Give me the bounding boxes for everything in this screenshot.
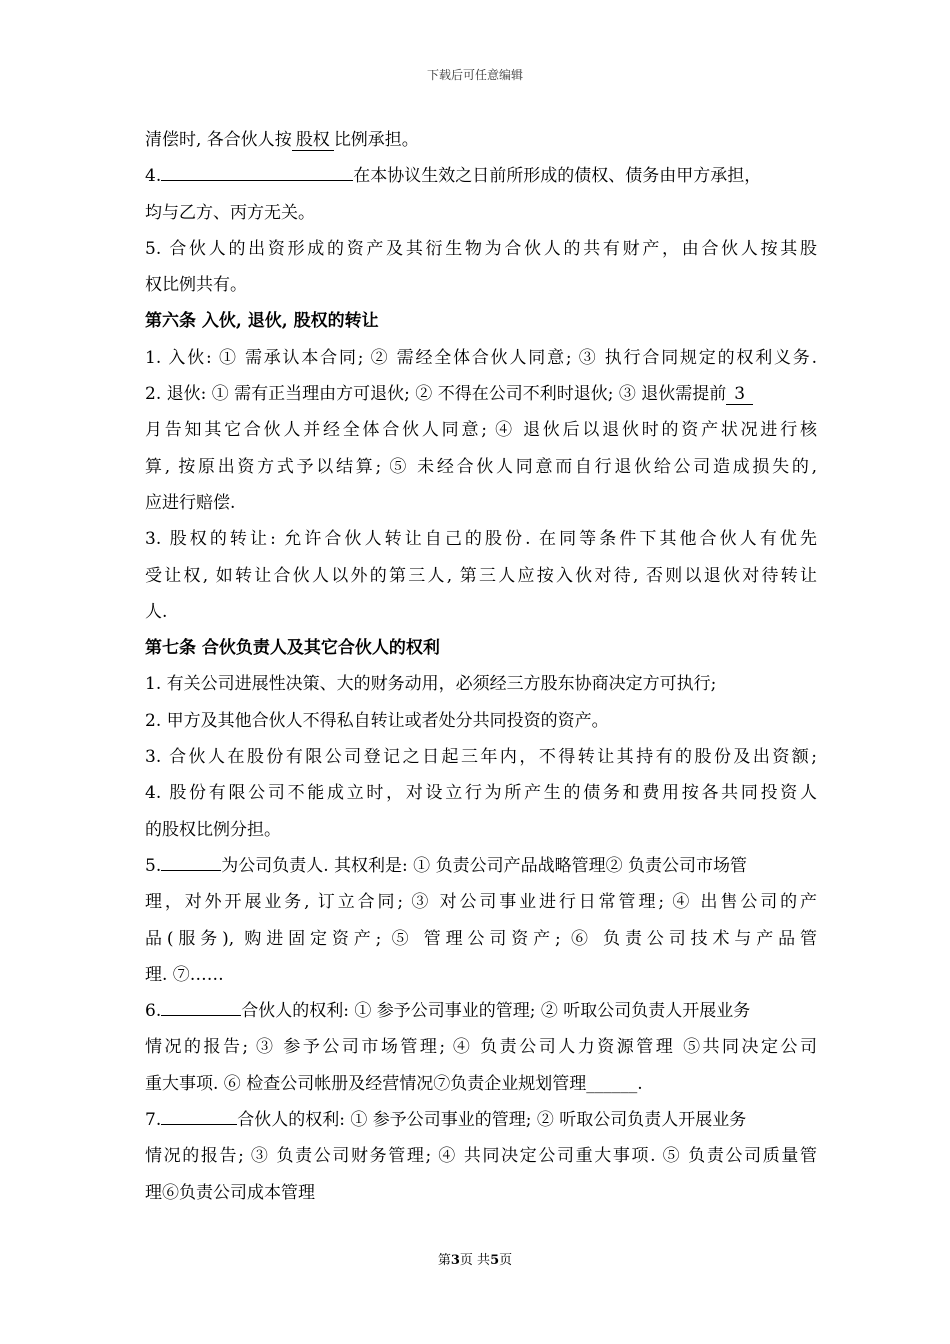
text-line: 理⑥负责公司成本管理 bbox=[145, 1182, 315, 1203]
blank-field bbox=[161, 1124, 237, 1125]
text-line: 7. 合伙人的权利: ① 参予公司事业的管理; ② 听取公司负责人开展业务 bbox=[145, 1110, 747, 1131]
text-line: 情况的报告; ③ 参予公司市场管理; ④ 负责公司人力资源管理 ⑤共同决定公司 bbox=[145, 1037, 817, 1058]
filled-blank-months: 3 bbox=[726, 384, 753, 405]
text-line: 2. 退伙: ① 需有正当理由方可退伙; ② 不得在公司不利时退伙; ③ 退伙需提前 3 bbox=[145, 376, 817, 412]
text-line: 均与乙方、丙方无关。 bbox=[145, 202, 315, 223]
text-line: 品(服务), 购进固定资产; ⑤ 管理公司资产; ⑥ 负责公司技术与产品管 bbox=[145, 928, 817, 949]
text-line: 2. 甲方及其他合伙人不得私自转让或者处分共同投资的资产。 bbox=[145, 710, 609, 731]
total-page-count: 5 bbox=[490, 1253, 500, 1268]
current-page-number: 3 bbox=[450, 1253, 460, 1268]
section-heading-article-7: 第七条 合伙负责人及其它合伙人的权利 bbox=[145, 638, 440, 659]
text-line: 的股权比例分担。 bbox=[145, 819, 281, 840]
text-line: 4. 股份有限公司不能成立时，对设立行为所产生的债务和费用按各共同投资人 bbox=[145, 783, 817, 804]
text-line: 1. 有关公司进展性决策、大的财务动用，必须经三方股东协商决定方可执行; bbox=[145, 674, 717, 695]
text-line: 3. 合伙人在股份有限公司登记之日起三年内，不得转让其持有的股份及出资额; bbox=[145, 747, 817, 768]
page-header: 下载后可任意编辑 bbox=[426, 68, 523, 82]
text-line: 5. 合伙人的出资形成的资产及其衍生物为合伙人的共有财产，由合伙人按其股 bbox=[145, 238, 817, 259]
text-line: 重大事项. ⑥ 检查公司帐册及经营情况⑦负责企业规划管理______. bbox=[145, 1073, 643, 1094]
text-line: 4. 在本协议生效之日前所形成的债权、债务由甲方承担， bbox=[145, 166, 762, 187]
text-line: 月告知其它合伙人并经全体合伙人同意; ④ 退伙后以退伙时的资产状况进行核 bbox=[145, 420, 817, 441]
text-line: 受让权, 如转让合伙人以外的第三人, 第三人应按入伙对待, 否则以退伙对待转让 bbox=[145, 565, 817, 586]
text-line: 情况的报告; ③ 负责公司财务管理; ④ 共同决定公司重大事项. ⑤ 负责公司质量管 bbox=[145, 1146, 817, 1167]
text-line: 5. 为公司负责人. 其权利是: ① 负责公司产品战略管理② 负责公司市场管 bbox=[145, 855, 747, 876]
document-body bbox=[145, 122, 817, 1211]
text-line: 权比例共有。 bbox=[145, 275, 247, 296]
blank-field bbox=[161, 180, 353, 181]
page-footer: 第3页 共5页 bbox=[437, 1253, 513, 1268]
text-line: 1. 入伙: ① 需承认本合同; ② 需经全体合伙人同意; ③ 执行合同规定的权利义务. bbox=[145, 347, 817, 368]
section-heading-article-6: 第六条 入伙, 退伙, 股权的转让 bbox=[145, 311, 379, 332]
text-line: 6. 合伙人的权利: ① 参予公司事业的管理; ② 听取公司负责人开展业务 bbox=[145, 1001, 751, 1022]
filled-blank-equity: 股权 bbox=[292, 130, 334, 151]
text-line: 理. ⑦…… bbox=[145, 964, 224, 985]
text-line: 算, 按原出资方式予以结算; ⑤ 未经合伙人同意而自行退伙给公司造成损失的, bbox=[145, 456, 817, 477]
text-line: 理，对外开展业务, 订立合同; ③ 对公司事业进行日常管理; ④ 出售公司的产 bbox=[145, 892, 817, 913]
text-line: 清偿时, 各合伙人按 股权 比例承担。 bbox=[145, 130, 419, 150]
blank-field bbox=[161, 1015, 241, 1016]
text-line: 3. 股权的转让: 允许合伙人转让自己的股份. 在同等条件下其他合伙人有优先 bbox=[145, 529, 817, 550]
text-line: 应进行赔偿. bbox=[145, 492, 236, 513]
blank-field bbox=[161, 870, 221, 871]
text-line: 人. bbox=[145, 601, 168, 622]
